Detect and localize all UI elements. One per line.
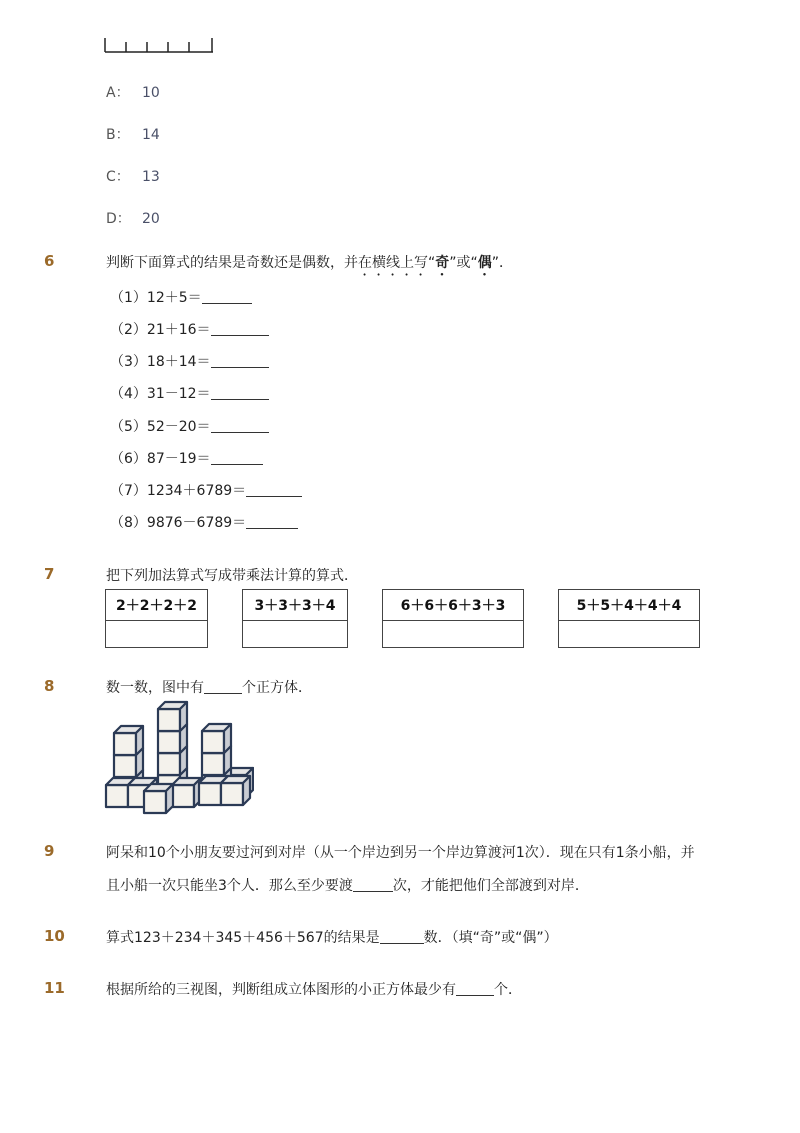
sum-expression: 5＋5＋4＋4＋4 (559, 590, 699, 621)
answer-blank[interactable] (456, 981, 494, 996)
sum-box-1 (105, 589, 208, 648)
question-9-line-1: 阿呆和10个小朋友要过河到对岸（从一个岸边到另一个岸边算渡河1次）．现在只有1条小船，并 (106, 845, 695, 861)
sum-box-2 (242, 589, 348, 648)
question-number-8: 8 (44, 677, 55, 695)
cube (158, 702, 187, 731)
question-11-text: 根据所给的三视图，判断组成立体图形的小正方体最少有 个． (106, 982, 522, 998)
answer-blank[interactable] (211, 353, 269, 368)
question-number-11: 11 (44, 979, 65, 997)
option-a: A： 10 (106, 85, 160, 101)
answer-area[interactable] (106, 621, 207, 649)
sum-expression: 6＋6＋6＋3＋3 (383, 590, 523, 621)
option-d: D： 20 (106, 211, 160, 227)
answer-blank[interactable] (211, 321, 269, 336)
question-number-7: 7 (44, 565, 55, 583)
answer-area[interactable] (383, 621, 523, 649)
ruler-diagram (104, 36, 214, 54)
sum-box-4 (558, 589, 700, 648)
q6-item-4: （4）31－12＝ (110, 383, 269, 403)
cube (114, 726, 143, 755)
answer-blank[interactable] (380, 929, 424, 944)
q6-item-2: （2）21＋16＝ (110, 319, 269, 339)
cube (221, 776, 250, 805)
answer-blank[interactable] (353, 877, 393, 892)
answer-area[interactable] (559, 621, 699, 649)
sum-expression: 3＋3＋3＋4 (243, 590, 347, 621)
answer-area[interactable] (243, 621, 347, 649)
question-10-text: 算式123＋234＋345＋456＋567的结果是 数．（填“奇”或“偶”） (106, 930, 558, 946)
question-6-text: 判断下面算式的结果是奇数还是偶数，并在横线上写“奇”或“偶”． (106, 255, 514, 271)
answer-blank[interactable] (211, 418, 269, 433)
question-number-10: 10 (44, 927, 65, 945)
sum-box-3 (382, 589, 524, 648)
cube (144, 784, 173, 813)
question-9-line-2: 且小船一次只能坐3个人．那么至少要渡 次，才能把他们全部渡到对岸． (106, 878, 589, 894)
cube (172, 778, 201, 807)
cube-stack-figure (104, 700, 254, 815)
answer-blank[interactable] (246, 482, 302, 497)
q6-item-1: （1）12＋5＝ (110, 287, 252, 307)
answer-blank[interactable] (211, 385, 269, 400)
question-7-text: 把下列加法算式写成带乘法计算的算式． (106, 568, 358, 584)
q6-item-6: （6）87－19＝ (110, 448, 263, 468)
sum-expression: 2＋2＋2＋2 (106, 590, 207, 621)
question-number-6: 6 (44, 252, 55, 270)
q6-item-8: （8）9876－6789＝ (110, 512, 298, 532)
answer-blank[interactable] (202, 289, 252, 304)
question-8-text: 数一数，图中有 个正方体． (106, 680, 312, 696)
option-b: B： 14 (106, 127, 160, 143)
q6-item-7: （7）1234＋6789＝ (110, 480, 302, 500)
answer-blank[interactable] (204, 679, 242, 694)
question-number-9: 9 (44, 842, 55, 860)
q6-item-5: （5）52－20＝ (110, 416, 269, 436)
cube (202, 724, 231, 753)
option-c: C： 13 (106, 169, 160, 185)
answer-blank[interactable] (211, 450, 263, 465)
answer-blank[interactable] (246, 514, 298, 529)
q6-item-3: （3）18＋14＝ (110, 351, 269, 371)
